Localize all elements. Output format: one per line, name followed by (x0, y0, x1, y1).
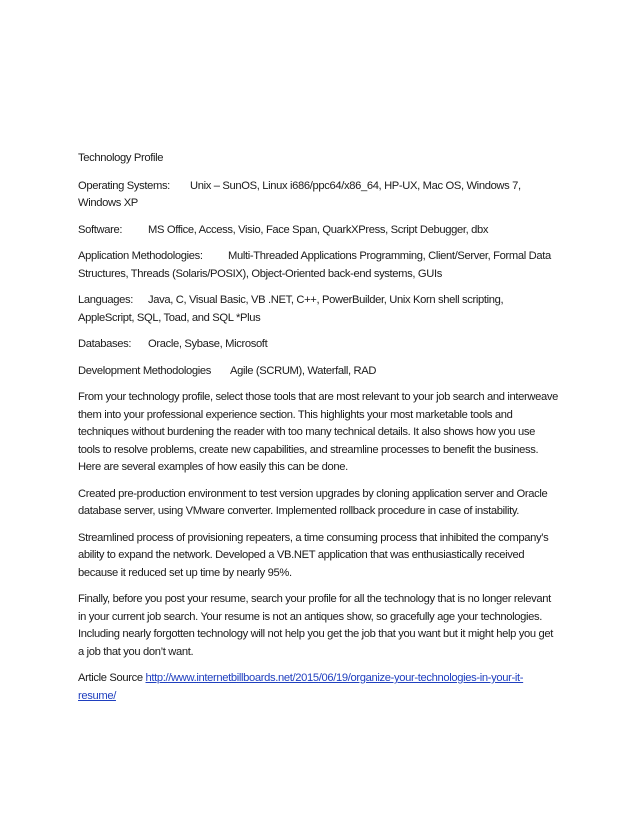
body-paragraph: Finally, before you post your resume, search your profile for all the technology that is no longer relevant in your current job search. Your resume is not an antiques show, so gracefully age your technologies. Including nearly forgotten technology will not help you get the job that you want but it might help you get a job that you don’t want. (78, 593, 554, 658)
document-body (78, 150, 558, 714)
body-paragraph: Streamlined process of provisioning repeaters, a time consuming process that inhibited the company’s ability to expand the network. Developed a VB.NET application that was enthusiastically received because it reduced set up time by nearly 95%. (78, 531, 549, 579)
profile-label: Application Methodologies: (78, 250, 203, 262)
section-title: Technology Profile (78, 152, 164, 164)
profile-label: Databases: (78, 338, 132, 350)
profile-row-software (78, 222, 558, 240)
profile-row-application-methodologies (78, 248, 558, 283)
profile-value: Multi-Threaded Applications Programming, Client/Server, Formal Data Structures, Threads (Solaris/POSIX), Object-Oriented back-end systems, GUIs (78, 250, 551, 280)
body-paragraph: From your technology profile, select those tools that are most relevant to your job search and interweave them into your professional experience section. This highlights your most marketable tools and techniques without burdening the reader with too many technical details. It also shows how you use tools to resolve problems, create new capabilities, and streamline processes to benefit the business. Here are several examples of how easily this can be done. (78, 391, 559, 473)
body-paragraph: Created pre-production environment to test version upgrades by cloning application server and Oracle database server, using VMware converter. Implemented rollback procedure in case of instability. (78, 487, 548, 517)
profile-value: Oracle, Sybase, Microsoft (148, 338, 268, 350)
profile-value: Java, C, Visual Basic, VB .NET, C++, PowerBuilder, Unix Korn shell scripting, AppleScript, SQL, Toad, and SQL *Plus (78, 294, 504, 324)
profile-value: Agile (SCRUM), Waterfall, RAD (230, 364, 377, 377)
profile-row-languages (78, 292, 558, 327)
article-source (78, 670, 558, 705)
profile-value: MS Office, Access, Visio, Face Span, QuarkXPress, Script Debugger, dbx (148, 223, 489, 236)
article-source-label: Article Source (78, 672, 146, 684)
profile-label: Development Methodologies (78, 364, 212, 377)
profile-label: Operating Systems: (78, 179, 170, 192)
profile-label: Languages: (78, 294, 133, 306)
profile-row-operating-systems (78, 178, 558, 213)
profile-value: Unix – SunOS, Linux i686/ppc64/x86_64, HP-UX, Mac OS, Windows 7, Windows XP (78, 179, 521, 209)
profile-row-databases (78, 336, 558, 354)
profile-label: Software: (78, 223, 123, 236)
profile-row-development-methodologies (78, 363, 558, 381)
article-source-link[interactable]: http://www.internetbillboards.net/2015/06/19/organize-your-technologies-in-your-it-resume/ (78, 672, 524, 702)
